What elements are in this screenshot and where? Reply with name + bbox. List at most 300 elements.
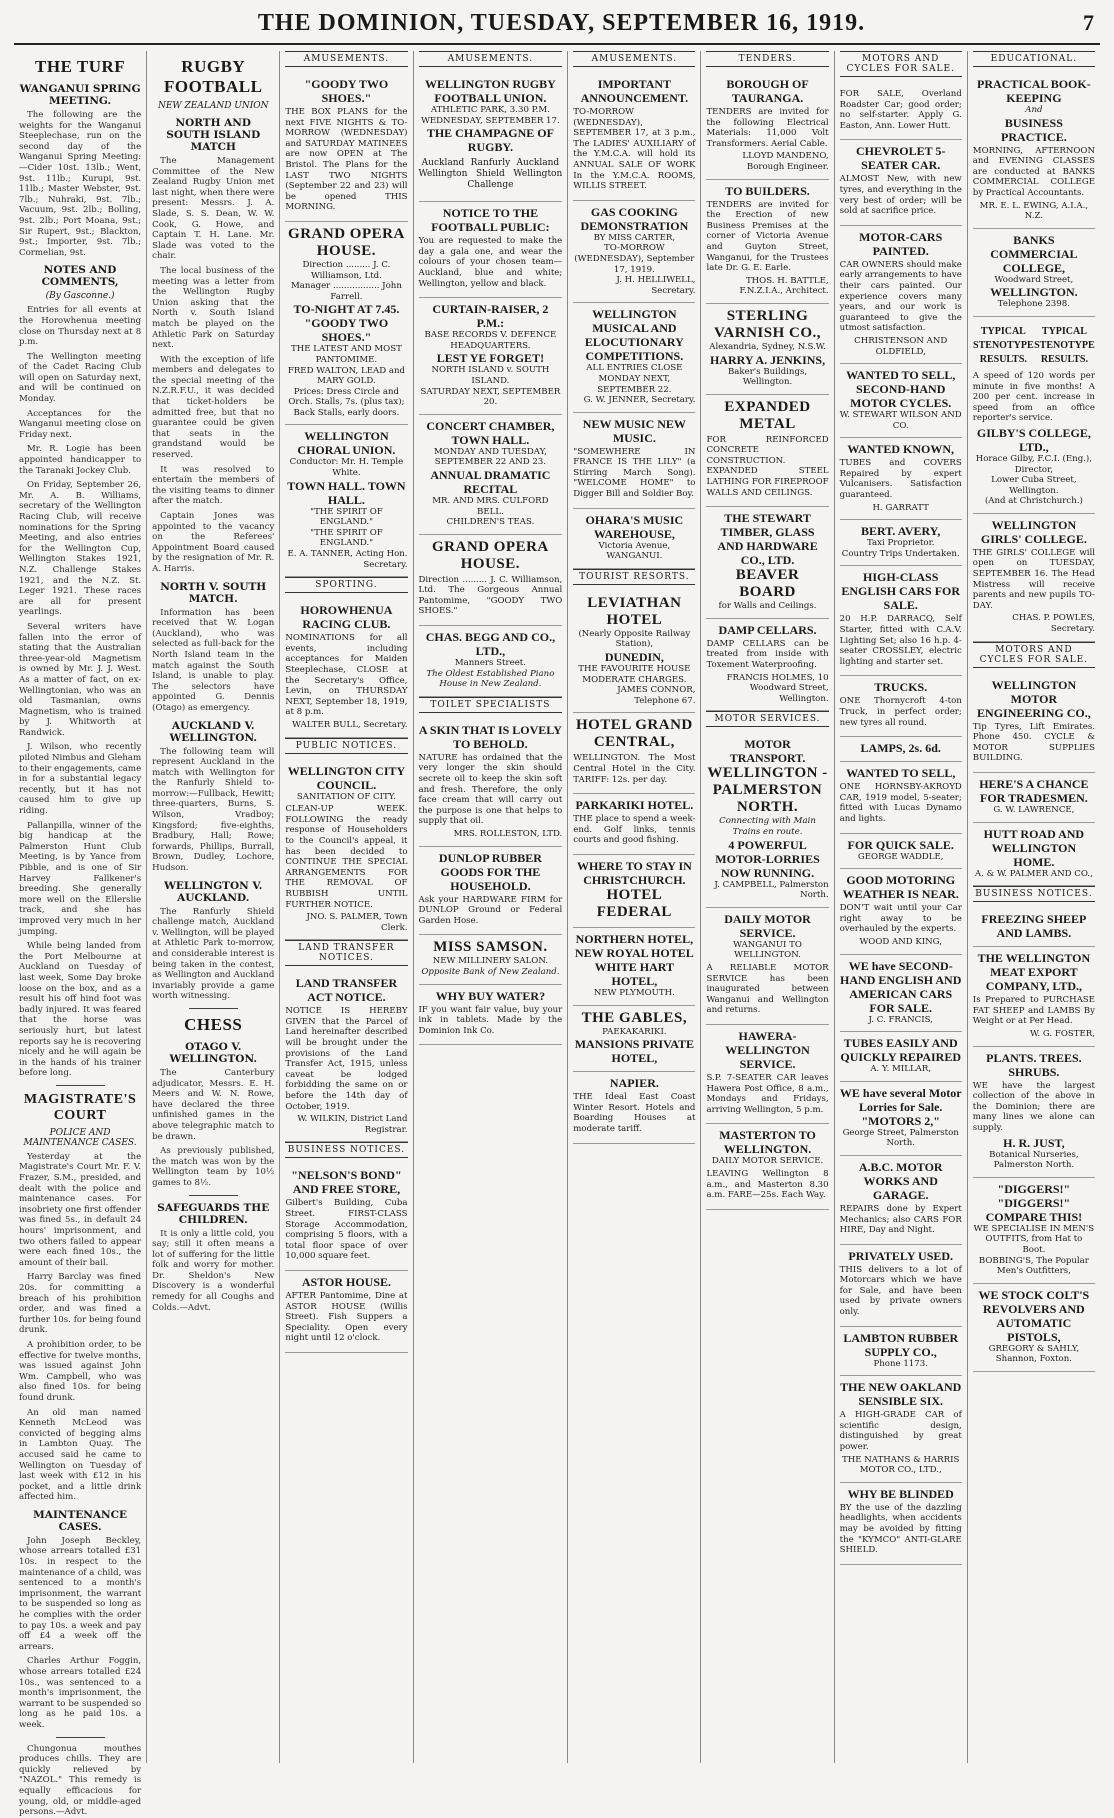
advert-line: PAEKAKARIKI. <box>602 1026 667 1037</box>
advert-body: S.P. 7-SEATER CAR leaves Hawera Post Office, 8 a.m., Mondays and Fridays, arriving Wellington, 5 p.m. <box>706 1072 829 1115</box>
advert-line: MONDAY AND TUESDAY, SEPTEMBER 22 AND 23. <box>433 446 547 468</box>
advert-line: THE LATEST AND MOST PANTOMIME. <box>291 344 402 365</box>
column-heading: LAND TRANSFER NOTICES. <box>285 940 407 966</box>
advert-signature: J. H. HELLIWELL, Secretary. <box>616 275 696 296</box>
advert-line: ATHLETIC PARK, 3.30 P.M. <box>430 105 550 115</box>
advert-signature: FRANCIS HOLMES, 10 Woodward Street, Wellington. <box>726 672 829 704</box>
advert <box>573 794 695 855</box>
advert-line: BASE RECORDS V. DEFENCE HEADQUARTERS. <box>424 330 557 351</box>
advert-signature: E. A. TANNER, Acting Hon. Secretary. <box>287 549 408 570</box>
advert-signature: G. W. JENNER, Secretary. <box>583 395 696 406</box>
advert-line: BY MISS CARTER, <box>593 232 676 243</box>
advert <box>285 1271 407 1353</box>
advert-title: A SKIN THAT IS LOVELY TO BEHOLD. <box>418 722 562 751</box>
advert <box>973 1284 1095 1372</box>
article-paragraph: Charles Arthur Foggin, whose arrears totalled £24 10s., was sentenced to a month's imprisonment, the warrant to be suspended so long as he paid 10s. a week. <box>19 1656 142 1730</box>
section-heading-turf: THE TURF <box>35 57 126 76</box>
advert <box>840 762 962 833</box>
section-heading-chess: CHESS <box>184 1014 243 1034</box>
advert-line: THE FAVOURITE HOUSE <box>578 664 691 675</box>
advert-signature: THOS. H. BATTLE, F.N.Z.I.A., Architect. <box>739 275 829 297</box>
advert-body: NOTICE IS HEREBY GIVEN that the Parcel of Land hereinafter described will be brought under the provisions of the Land Transfer Act, 1915, unless caveat be lodged forbidding the same on or before the 14th day of October, 1919. <box>285 1006 408 1112</box>
advert-line: Telephone 2398. <box>997 299 1070 310</box>
advert-body: AFTER Pantomime, Dine at ASTOR HOUSE (Willis Street). Fish Suppers a Speciality. Open every night until 12 o'clock. <box>285 1290 408 1344</box>
advert <box>973 773 1095 823</box>
team-name: Auckland <box>421 158 465 169</box>
advert-signature: W. WILKIN, District Land Registrar. <box>297 1114 408 1135</box>
advert-title: NOTICE TO THE FOOTBALL PUBLIC: <box>431 206 550 235</box>
advert-line: FRED WALTON, LEAD and MARY GOLD. <box>287 365 405 387</box>
advert-line: NEW ROYAL HOTEL <box>575 945 694 960</box>
advert-title: MOTOR TRANSPORT. <box>729 737 806 766</box>
advert-line: WE SPECIALISE IN MEN'S OUTFITS, from Hat to Boot. <box>973 1223 1095 1255</box>
advert-title: TRUCKS. <box>874 680 928 695</box>
column-motors <box>835 51 968 1763</box>
advert <box>573 928 695 1006</box>
advert-line: And <box>1025 105 1043 115</box>
advert-line: HARRY A. JENKINS, <box>709 352 826 367</box>
advert <box>285 425 407 577</box>
advert <box>840 869 962 954</box>
advert-body: WE have the largest collection of the above in the Dominion; there are many lines we alone can supply. <box>972 1080 1095 1133</box>
column-heading: TOILET SPECIALISTS <box>419 697 563 713</box>
column-rugby <box>147 51 280 1763</box>
article-paragraph: It was resolved to entertain the members of the visiting teams to dinner after the match. <box>152 464 275 507</box>
page-title: THE DOMINION, TUESDAY, SEPTEMBER 16, 1919. <box>257 10 866 36</box>
advert <box>973 674 1095 773</box>
advert-signature: CHRISTENSON AND OLDFIELD, <box>854 335 948 357</box>
advert <box>419 202 563 298</box>
fixture-cell <box>419 158 468 191</box>
section-heading-court: MAGISTRATE'S COURT <box>23 1091 137 1123</box>
advert-signature: GILBY'S COLLEGE, LTD., <box>976 425 1091 454</box>
advert-title: "DIGGERS!" "DIGGERS!" <box>997 1181 1071 1210</box>
advert-title: GRAND OPERA HOUSE. <box>432 538 549 572</box>
article-paragraph: Several writers have fallen into the error of stating that the Australian three-year-old Magnetism is owned by Mr. J. J. West. As a matter of fact, on ex-Wellingtonian, who was an old Tasmanian, owns Magnetism, who is trained by J. Whitworth at Randwick. <box>19 621 142 738</box>
subheading: SAFEGUARDS THE CHILDREN. <box>157 1201 270 1226</box>
divider <box>189 1008 238 1009</box>
team-name: Auckland <box>516 158 560 169</box>
advert <box>573 201 695 304</box>
advert-title: GAS COOKING DEMONSTRATION <box>580 204 689 233</box>
advert-body: FOR REINFORCED CONCRETE CONSTRUCTION. EXPANDED STEEL LATHING FOR FIREPROOF WALLS AND CEILINGS. <box>706 434 829 498</box>
advert-signature: JNO. S. PALMER, Town Clerk. <box>306 912 408 933</box>
advert <box>285 599 407 737</box>
advert <box>973 73 1095 229</box>
advert-title: NEW MUSIC NEW MUSIC. <box>582 416 686 445</box>
advert-line: Lower Cuba Street, Wellington. <box>991 475 1077 496</box>
advert-title: "GOODY TWO SHOES." <box>304 77 389 105</box>
advert <box>285 1164 407 1271</box>
article-paragraph: Harry Barclay was fined 20s. for committing a breach of his prohibition order, and was fined a further 10s. for being found drunk. <box>19 1272 142 1336</box>
advert-body: DON'T wait until your Car right away to be overhauled by the experts. <box>839 903 962 935</box>
advert-signature: J. CAMPBELL, Palmerston North. <box>714 879 829 901</box>
advert-body: REPAIRS done by Expert Mechanics; also CARS FOR HIRE, Day and Night. <box>839 1203 962 1236</box>
subheading: NEW ZEALAND UNION <box>157 101 269 111</box>
section-heading-rugby: RUGBY FOOTBALL <box>164 57 263 96</box>
subheading: POLICE AND MAINTENANCE CASES. <box>23 1127 137 1148</box>
advert-signature: LLOYD MANDENO, Borough Engineer. <box>742 151 829 172</box>
subheading: NORTH V. SOUTH MATCH. <box>160 580 267 605</box>
advert-body: TO-MORROW (WEDNESDAY), SEPTEMBER 17, at 3 p.m., The LADIES' AUXILIARY of the Y.M.C.A. will hold its ANNUAL SALE OF WORK In the Y.M.C.A. ROOMS, WILLIS STREET. <box>573 107 696 192</box>
advert-title: HOTEL GRAND CENTRAL, <box>575 717 693 751</box>
advert-body: 20 H.P. DARRACQ, Self Starter, fitted with C.A.V. Lighting Set; also 16 h.p. 4-seater CROSSLEY, electric lighting and starter set. <box>839 614 962 667</box>
advert <box>840 566 962 676</box>
advert <box>840 140 962 225</box>
article-paragraph: Yesterday at the Magistrate's Court Mr. F. V. Frazer, S.M., presided, and dealt with the police and maintenance cases. For insobriety one first offender was fined 5s., in default 24 hours' imprisonment, and two others failed to appear were each fined 10s., the amount of their bail. <box>19 1151 142 1268</box>
advert-title: BOROUGH OF TAURANGA. <box>726 77 809 105</box>
advert <box>285 972 407 1142</box>
advert <box>573 855 695 928</box>
advert-body: TENDERS are invited for the following Electrical Materials: 11,000 Volt Transformers. Aerial Cable. <box>706 107 829 149</box>
divider <box>56 1085 105 1086</box>
advert-title: GRAND OPERA HOUSE. <box>288 225 405 259</box>
column-amusements-3 <box>568 51 701 1763</box>
advert <box>840 1376 962 1483</box>
advert-line: NEW MILLINERY SALON. <box>432 956 549 967</box>
column-heading: TENDERS. <box>706 51 828 67</box>
advert <box>840 226 962 364</box>
divider <box>189 1195 238 1196</box>
advert-body: A RELIABLE MOTOR SERVICE has been inaugurated between Wanganui and Wellington and returns. <box>706 962 829 1016</box>
advert-body: Ask your HARDWARE FIRM for DUNLOP Ground or Federal Garden Hose. <box>418 894 563 926</box>
article-paragraph: Entries for all events at the Horowhenua meeting close on Thursday next at 8 p.m. <box>19 305 142 348</box>
advert-title: HERE'S A CHANCE FOR TRADESMEN. <box>979 777 1089 805</box>
advert-title: EXPANDED METAL <box>724 398 811 432</box>
advert-line: (Nearly Opposite Railway Station), <box>578 628 691 650</box>
advert-line: GEORGE WADDLE, <box>857 851 944 862</box>
advert-body: "SOMEWHERE IN FRANCE IS THE LILY" (a Stirring March Song). "WELCOME HOME" to Digger Bill and Soldier Boy. <box>573 446 696 500</box>
advert-title: WELLINGTON CHORAL UNION. <box>297 429 396 458</box>
advert-signature: WALTER BULL, Secretary. <box>292 719 408 730</box>
advert-line: WELLINGTON. <box>990 285 1078 300</box>
advert-title: BANKS COMMERCIAL COLLEGE, <box>990 232 1078 275</box>
advert-line: George Street, Palmerston North. <box>842 1127 959 1149</box>
advert-body: CAR OWNERS should make early arrangements to have their cars painted. Our experience covers many years, and our work is guaranteed to give the utmost satisfaction. <box>839 259 962 334</box>
advert-line: Taxi Proprietor. <box>866 538 935 549</box>
advert-title: PARKARIKI HOTEL. <box>575 798 694 813</box>
article-paragraph: As previously published, the match was won by the Wellington team by 10½ games to 8½. <box>152 1146 275 1188</box>
advert-body: TUBES and COVERS Repaired by expert Vulcanisers. Satisfaction guaranteed. <box>839 458 962 501</box>
advert <box>419 935 563 984</box>
advert-line: NORTH ISLAND v. SOUTH ISLAND. <box>431 365 550 386</box>
advert-line: ANNUAL DRAMATIC RECITAL <box>430 467 551 496</box>
advert-title: BERT. AVERY, <box>861 524 941 539</box>
team-name: Wellington <box>513 169 563 180</box>
advert-title: HIGH-CLASS ENGLISH CARS FOR SALE. <box>841 570 961 613</box>
advert-title: WELLINGTON RUGBY FOOTBALL UNION. <box>424 77 556 105</box>
advert <box>706 180 828 304</box>
article-paragraph: The Management Committee of the New Zealand Rugby Union met last night, when there were present: Messrs. J. A. Slade, S. S. Dean, W. W. Cook, G. Howe, and Captain T. H. Lane. Mr. Slade was voted to the chair. <box>152 156 275 262</box>
column-turf <box>14 51 147 1818</box>
advert-line: The Oldest Established Piano House in New Zealand. <box>426 668 555 690</box>
advert <box>706 908 828 1025</box>
column-tenders <box>701 51 834 1763</box>
advert-title: MISS SAMSON. <box>433 939 548 956</box>
advert <box>419 535 563 626</box>
fixture-cell <box>513 158 562 191</box>
advert-title: "NELSON'S BOND" AND FREE STORE, <box>291 1168 402 1197</box>
fixture-cell <box>467 158 513 191</box>
article-paragraph: The following team will represent Auckland in the match with Wellington for the Ranfurly Shield to-morrow:—Fullback, Hewitt; three-quarters, Burns, S. Wilson, Vradboy; Kingsford; five-eighths, Bradbury, Hall; Rowe; forwards, Phillips, Burrall, Brown, Dudley, Lochore, Hudson. <box>152 746 275 874</box>
advert-body: THE Ideal East Coast Winter Resort. Hotels and Boarding Houses at moderate tariff. <box>573 1092 696 1134</box>
advert <box>840 955 962 1033</box>
advert-body: You are requested to make the day a gala one, and wear the colours of your chosen team—Auckland, blue and white; Wellington, yellow and black. <box>418 236 563 289</box>
advert-line: Conductor: Mr. H. Temple White. <box>289 457 404 479</box>
advert <box>706 304 828 395</box>
advert <box>573 509 695 569</box>
advert-title: MASTERTON TO WELLINGTON. <box>719 1128 816 1157</box>
advert <box>706 73 828 180</box>
advert-line: ALL ENTRIES CLOSE MONDAY NEXT, SEPTEMBER 22. <box>586 363 683 395</box>
fixture-label: Ranfurly Shield <box>470 158 511 180</box>
advert-title: A.B.C. MOTOR WORKS AND GARAGE. <box>858 1159 943 1202</box>
advert-signature: H. GARRATT <box>872 502 929 513</box>
stenotype-headings <box>973 325 1095 367</box>
advert <box>973 1178 1095 1284</box>
advert <box>840 1156 962 1245</box>
advert <box>840 83 962 140</box>
column-heading: SPORTING. <box>285 577 407 593</box>
advert-body: Gilbert's Building, Cuba Street. FIRST-CLASS Storage Accommodation, comprising 5 floors, with a total floor space of over 10,000 square feet. <box>285 1198 408 1262</box>
advert-title: CHAS. BEGG AND CO., LTD., <box>425 630 556 659</box>
fixture-label: Challenge <box>467 180 514 191</box>
advert-title: NORTHERN HOTEL, <box>575 931 694 946</box>
column-heading: MOTORS AND CYCLES FOR SALE. <box>840 51 962 77</box>
advert <box>840 737 962 762</box>
advert-line: Baker's Buildings, Wellington. <box>727 366 808 388</box>
advert-signature: A. & W. PALMER AND CO., <box>974 868 1093 879</box>
advert-line: BUSINESS PRACTICE. <box>1001 115 1067 144</box>
article-paragraph: On Friday, September 26, Mr. A. B. Williams, secretary of the Wellington Racing Club, will receive nominations for the Spring Meeting, and also entries for the Wellington Cup, Wellington Stakes 1921, N.Z. Challenge Stakes 1921, and the N.Z. St. Leger 1921. These races are all for present yearlings. <box>19 480 142 618</box>
advert-body: CLEAN-UP WEEK. FOLLOWING the ready response of Householders to the Council's appeal, it has been decided to CONTINUE THE SPECIAL ARRANGEMENTS FOR THE REMOVAL OF RUBBISH UNTIL FURTHER NOTICE. <box>285 804 408 910</box>
advert-line: WELLINGTON - PALMERSTON NORTH. <box>707 765 828 816</box>
advert-body: A HIGH-GRADE CAR of scientific design, distinguished by great power. <box>839 1410 962 1453</box>
advert-title: LAMPS, 2s. 6d. <box>860 741 941 756</box>
column-heading: PUBLIC NOTICES. <box>285 738 407 754</box>
advert-line: Horace Gilby, F.C.I. (Eng.), Director, <box>975 453 1093 475</box>
article-paragraph: A prohibition order, to be effective for twelve months, was issued against John Wm. Campbell, who was also fined 10s. for being found drunk. <box>19 1339 142 1403</box>
advert <box>419 73 563 202</box>
advert-body: THE GIRLS' COLLEGE will open on TUESDAY, SEPTEMBER 16. The Head Mistress will receive parents and new pupils TO-DAY. <box>972 547 1095 611</box>
subheading: NOTES AND COMMENTS, <box>41 264 119 289</box>
advert-line: Alexandria, Sydney, N.S.W. <box>709 341 826 352</box>
article-paragraph: The Canterbury adjudicator, Messrs. E. H. Meers and W. N. Rowe, have declared the three unfinished games in the above telegraphic match to be drawn. <box>152 1067 275 1142</box>
advert-title: PLANTS. TREES. SHRUBS. <box>986 1050 1082 1079</box>
advert-title: WANTED TO SELL, SECOND-HAND MOTOR CYCLES. <box>846 368 956 411</box>
advert-body: Tip Tyres, Lift Emirates. Phone 450. CYCLE & MOTOR SUPPLIES BUILDING. <box>972 721 1095 764</box>
column-heading: AMUSEMENTS. <box>573 51 695 67</box>
advert-title: CHEVROLET 5-SEATER CAR. <box>855 144 946 173</box>
advert <box>706 619 828 712</box>
advert-line: WEDNESDAY, SEPTEMBER 17. <box>421 115 560 126</box>
advert <box>973 229 1095 317</box>
advert-line: MANSIONS PRIVATE HOTEL, <box>574 1037 694 1066</box>
advert-signature: MRS. ROLLESTON, LTD. <box>453 829 563 839</box>
advert <box>840 520 962 566</box>
advert-line: 4 POWERFUL MOTOR-LORRIES NOW RUNNING. <box>715 837 820 880</box>
advert <box>285 760 407 941</box>
advert-line: "THE SPIRIT OF ENGLAND." <box>310 527 383 549</box>
advert <box>419 985 563 1046</box>
advert-body: FOR SALE, Overland Roadster Car; good order; no self-starter. Apply G. Easton, Ann. Lower Hutt. <box>839 89 962 131</box>
advert-title: IMPORTANT ANNOUNCEMENT. <box>580 77 689 105</box>
advert-body: LEAVING Wellington 8 a.m., and Masterton 8.30 a.m. FARE—25s. Each Way. <box>706 1168 829 1201</box>
advert-title: WE have several Motor Lorries for Sale. <box>839 1085 962 1114</box>
advert-title: WE have SECOND-HAND ENGLISH AND AMERICAN CARS FOR SALE. <box>840 958 962 1015</box>
article-paragraph: The local business of the meeting was a letter from the Wellington Rugby Union asking that the North v. South Island match be played on the Athletic Park on Saturday next. <box>152 265 275 351</box>
advert-line: Botanical Nurseries, <box>989 1149 1079 1160</box>
advert-line: DUNEDIN, <box>604 650 664 665</box>
article-paragraph: Information has been received that W. Logan (Auckland), who was selected as full-back for the North Island team in the match against the South Island, is unable to play. The selectors have appointed G. Dennis (Otago) as emergency. <box>152 607 275 713</box>
advert-title: WHERE TO STAY IN CHRISTCHURCH. <box>576 858 692 887</box>
fixture-table <box>419 158 563 191</box>
article-paragraph: J. Wilson, who recently piloted Nimbus and Gleham to their engagements, came in for a substantial legacy recently, but it has not caused him to give up riding. <box>19 742 142 817</box>
masthead <box>14 10 1100 45</box>
advert-title: FOR QUICK SALE. <box>847 837 954 852</box>
advert-line: Victoria Avenue, WANGANUI. <box>598 540 671 562</box>
advert-line: SATURDAY NEXT, SEPTEMBER 20. <box>420 386 561 408</box>
advert-title: WHY BUY WATER? <box>435 988 546 1003</box>
advert <box>973 947 1095 1046</box>
advert-signature: A. Y. MILLAR, <box>870 1064 932 1075</box>
advert-title: DAILY MOTOR SERVICE. <box>724 911 811 940</box>
advert <box>706 507 828 619</box>
advert-line: (And at Christchurch.) <box>984 496 1083 507</box>
advert-line: Connecting with Main Trains en route. <box>719 816 816 837</box>
team-name: Wellington <box>418 169 468 180</box>
advert-line: BEAVER BOARD <box>735 567 800 601</box>
advert <box>706 1025 828 1124</box>
advert-title: WE STOCK COLT'S REVOLVERS AND AUTOMATIC PISTOLS, <box>978 1287 1090 1344</box>
advert-line: TOWN HALL. TOWN HALL. <box>287 478 406 507</box>
advert-line: MR. AND MRS. CULFORD BELL. <box>432 495 549 517</box>
article-paragraph: Captain Jones was appointed to the vacancy on the Referees' Appointment Board caused by the resignation of Mr. R. A. Harris. <box>152 511 275 574</box>
advert <box>840 1327 962 1377</box>
advert <box>573 713 695 794</box>
advert-line: MODERATE CHARGES. <box>582 674 687 685</box>
advert-line: WHITE HART HOTEL, <box>594 959 674 988</box>
advert-body: THE place to spend a week-end. Golf links, tennis courts and good fishing. <box>573 814 696 846</box>
column-heading: BUSINESS NOTICES. <box>285 1142 407 1158</box>
advert-title: LAMBTON RUBBER SUPPLY CO., <box>843 1330 959 1359</box>
advert <box>285 73 407 222</box>
advert <box>573 73 695 201</box>
article-paragraph: The following are the weights for the Wanganui Steeplechase, run on the second day of the Wanganui Spring Meeting:—Cider 10st. 13lb.; Went, 9st. 11lb.; Kurupi, 9st. 11lb.; Master Webster, 9st. 7lb.; Nuhraki, 9st. 7lb.; Vacuum, 9st. 2lb.; Bolling, 9st. 2lb.; Port Moana, 9st.; Sir Rupert, 9st.; Blackton, 9st.; Importer, 9st. 7lb.; Cormelian, 9st. <box>19 110 142 258</box>
advert-paragraph: Chungonua mouthes produces chills. They are quickly relieved by "NAZOL." This remedy is equally efficacious for young, old, or middle-aged persons.—Advt. <box>19 1743 142 1818</box>
columns <box>14 51 1100 1818</box>
advert-signature: W. STEWART WILSON AND CO. <box>839 410 962 431</box>
advert-line: "MOTORS 2," <box>861 1113 940 1128</box>
advert-title: STERLING VARNISH CO., <box>714 307 822 341</box>
advert-title: PRIVATELY USED. <box>848 1248 954 1263</box>
advert-title: THE NEW OAKLAND SENSIBLE SIX. <box>840 1380 962 1409</box>
advert-body: TENDERS are invited for the Erection of new Business Premises at the corner of Victoria Avenue and Guyton Street, Wanganui, for the Trustees late Dr. G. E. Earle. <box>706 199 829 274</box>
advert-signature: MR. E. L. EWING, A.I.A., N.Z. <box>979 200 1089 222</box>
advert-body: Direction ......... J. C. Williamson, Ltd. The Gorgeous Annual Pantomime, "GOODY TWO SHOES." <box>418 574 563 617</box>
advert <box>285 222 407 426</box>
advert-body: MORNING, AFTERNOON and EVENING CLASSES are conducted at BANKS COMMERCIAL COLLEGE by Practical Accountants. <box>972 145 1095 198</box>
advert-signature: THE NATHANS & HARRIS MOTOR CO., LTD., <box>842 1454 960 1476</box>
advert-line: COMPARE THIS! <box>985 1209 1083 1224</box>
subheading: NORTH AND SOUTH ISLAND MATCH <box>166 117 261 153</box>
advert-title: THE GABLES, <box>581 1009 688 1026</box>
advert-title: DAMP CELLARS. <box>718 622 817 637</box>
subheading: MAINTENANCE CASES. <box>33 1508 127 1533</box>
advert <box>840 1082 962 1156</box>
advert-title: CURTAIN-RAISER, 2 P.M.: <box>432 302 549 331</box>
advert <box>840 438 962 520</box>
article-paragraph: While being landed from the Port Melbourne at Auckland on Tuesday of last week, Some Day broke loose on the box, and as a result his off hind foot was badly injured. It was feared that the horse was seriously hurt, but latest reports say he is recovering nicely and he will again be in the hands of his trainer before long. <box>19 941 142 1079</box>
advert-title: TUBES EASILY AND QUICKLY REPAIRED <box>840 1036 961 1065</box>
advert-line: "THE SPIRIT OF ENGLAND." <box>310 506 383 528</box>
advert-line: CHILDREN'S TEAS. <box>446 517 535 528</box>
advert-body: ALMOST New, with new tyres, and everything in the very best of order; will be sold at sacrifice price. <box>839 174 962 217</box>
advert <box>973 823 1095 887</box>
advert-body: THE BOX PLANS for the next FIVE NIGHTS & TO-MORROW (WEDNESDAY) and SATURDAY MATINEES are now OPEN at The Bristol. The Plans for the LAST TWO NIGHTS (September 22 and 23) will be opened THIS MORNING. <box>285 107 408 213</box>
advert-title: TYPICAL STENOTYPE RESULTS. <box>973 325 1034 365</box>
advert <box>573 303 695 412</box>
advert-line: Manager ................. John Farrell. <box>290 281 402 302</box>
article-paragraph: Pallanpilla, winner of the big handicap at the Palmerston Hunt Club Meeting, is by Yance from Pibble, and is one of Sir Harvey Fallkener's breeding. She generally more well on the Ellerslie track, and she has improved very much in her jumping. <box>19 820 142 937</box>
advert-line: for Walls and Ceilings. <box>718 601 817 612</box>
advert <box>419 298 563 415</box>
advert-line: Woodward Street, <box>994 274 1074 285</box>
advert-title: WELLINGTON CITY COUNCIL. <box>287 763 406 792</box>
advert-title: GOOD MOTORING WEATHER IS NEAR. <box>842 873 959 902</box>
advert-body: BY the use of the dazzling headlights, when accidents may be avoided by fitting the "KYMCO" ANTI-GLARE SHIELD. <box>839 1502 962 1556</box>
advert-title: HOROWHENUA RACING CLUB. <box>300 603 393 632</box>
advert-signature: BOBBING'S, The Popular Men's Outfitters, <box>978 1255 1089 1277</box>
advert-line: DAILY MOTOR SERVICE. <box>711 1156 824 1167</box>
advert <box>573 413 695 509</box>
advert-title: THE WELLINGTON MEAT EXPORT COMPANY, LTD., <box>977 951 1091 994</box>
advert-body: ONE HORNSBY-AKROYD CAR, 1919 model, 5-seater; fitted with Lucas Dynamo and lights. <box>839 782 962 824</box>
advert <box>973 908 1095 947</box>
advert-line: TO-NIGHT AT 7.45. <box>293 302 400 317</box>
column-educational <box>968 51 1100 1763</box>
advert-line: NEW PLYMOUTH. <box>593 987 675 998</box>
advert-title: DUNLOP RUBBER GOODS FOR THE HOUSEHOLD. <box>438 850 542 893</box>
column-heading: MOTORS AND CYCLES FOR SALE. <box>973 642 1095 668</box>
byline: (By Gasconne.) <box>45 291 115 302</box>
advert <box>419 626 563 697</box>
advert-signature: W. G. FOSTER, <box>1030 1028 1095 1039</box>
advert-title: WHY BE BLINDED <box>847 1486 954 1501</box>
advert-body: THIS delivers to a lot of Motorcars which we have for Sale, and have been used by private owners only. <box>839 1264 962 1318</box>
advert <box>973 514 1095 642</box>
article-paragraph: An old man named Kenneth McLeod was convicted of begging alms in Lambton Quay. The accused said he came to Wellington on Tuesday of last week with £12 in his pocket, and a little drink affected him. <box>19 1407 142 1503</box>
advert-body: DAMP CELLARS can be treated from inside with Toxement Waterproofing. <box>706 638 829 671</box>
advert-title: FREEZING SHEEP AND LAMBS. <box>981 912 1087 941</box>
column-heading: TOURIST RESORTS. <box>573 569 695 585</box>
advert-title: NAPIER. <box>609 1076 659 1091</box>
advert-line: HOTEL FEDERAL <box>596 886 672 920</box>
advert-title: OHARA'S MUSIC WAREHOUSE, <box>585 512 684 541</box>
subheading: WELLINGTON V. AUCKLAND. <box>164 879 263 904</box>
advert-signature: H. R. JUST, <box>1003 1135 1065 1150</box>
advert <box>573 1072 695 1143</box>
advert <box>840 1245 962 1327</box>
advert-title: LEVIATHAN HOTEL <box>587 594 682 628</box>
column-heading: MOTOR SERVICES. <box>706 711 828 727</box>
divider <box>56 1737 105 1738</box>
advert-title: LAND TRANSFER ACT NOTICE. <box>295 976 398 1005</box>
subheading: WANGANUI SPRING MEETING. <box>19 83 141 107</box>
article-paragraph: Mr. R. Logie has been appointed handicapper to the Taranaki Jockey Club. <box>19 444 142 476</box>
article-paragraph: John Joseph Beckley, whose arrears totalled £31 10s. in respect to the maintenance of a child, was sentenced to a month's imprisonment, the warrant to be suspended so long as he complies with the order to pay 10s. a week and pay off £4 a week off the arrears. <box>19 1535 142 1652</box>
advert-body: WELLINGTON. The Most Central Hotel in the City. TARIFF: 12s. per day. <box>573 753 696 785</box>
